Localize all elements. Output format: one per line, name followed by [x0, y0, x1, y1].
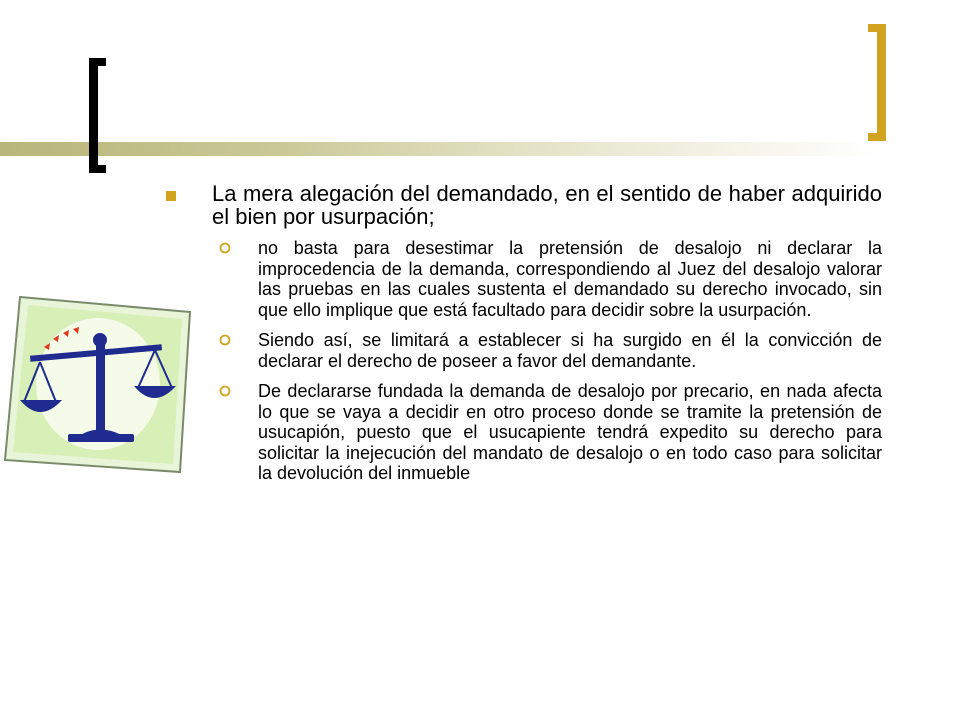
slide-content: [162, 182, 882, 494]
sub-point-text: Siendo así, se limitará a establecer si ha surgido en él la convicción de declarar el derecho de poseer a favor del demandante.: [258, 330, 882, 371]
circle-bullet-icon: [218, 384, 232, 398]
sub-bullet-point: [162, 330, 882, 371]
title-decoration-bar: [0, 142, 880, 156]
sub-bullet-point: [162, 238, 882, 320]
sub-point-text: no basta para desestimar la pretensión de desalojo ni declarar la improcedencia de la demanda, correspondiendo al Juez del desalojo valorar las pruebas en las cuales sustenta el demandado su derecho invocado, sin que ello implique que está facultado para decidir sobre la usurpación.: [258, 238, 882, 320]
square-bullet-icon: [166, 191, 176, 201]
circle-bullet-icon: [218, 241, 232, 255]
sub-bullet-point: [162, 381, 882, 484]
sub-point-text: De declararse fundada la demanda de desalojo por precario, en nada afecta lo que se vaya a decidir en otro proceso donde se tramite la pretensión de usucapión, puesto que el usucapiente tendrá expedito su derecho para solicitar la inejecución del mandato de desalojo o en todo caso para solicitar la devolución del inmueble: [258, 381, 882, 483]
circle-bullet-icon: [218, 333, 232, 347]
right-bracket-decoration: [868, 24, 886, 141]
main-point-text: La mera alegación del demandado, en el sentido de haber adquirido el bien por usurpación;: [212, 181, 882, 229]
left-bracket-decoration: [89, 58, 106, 173]
main-bullet-point: [162, 182, 882, 228]
